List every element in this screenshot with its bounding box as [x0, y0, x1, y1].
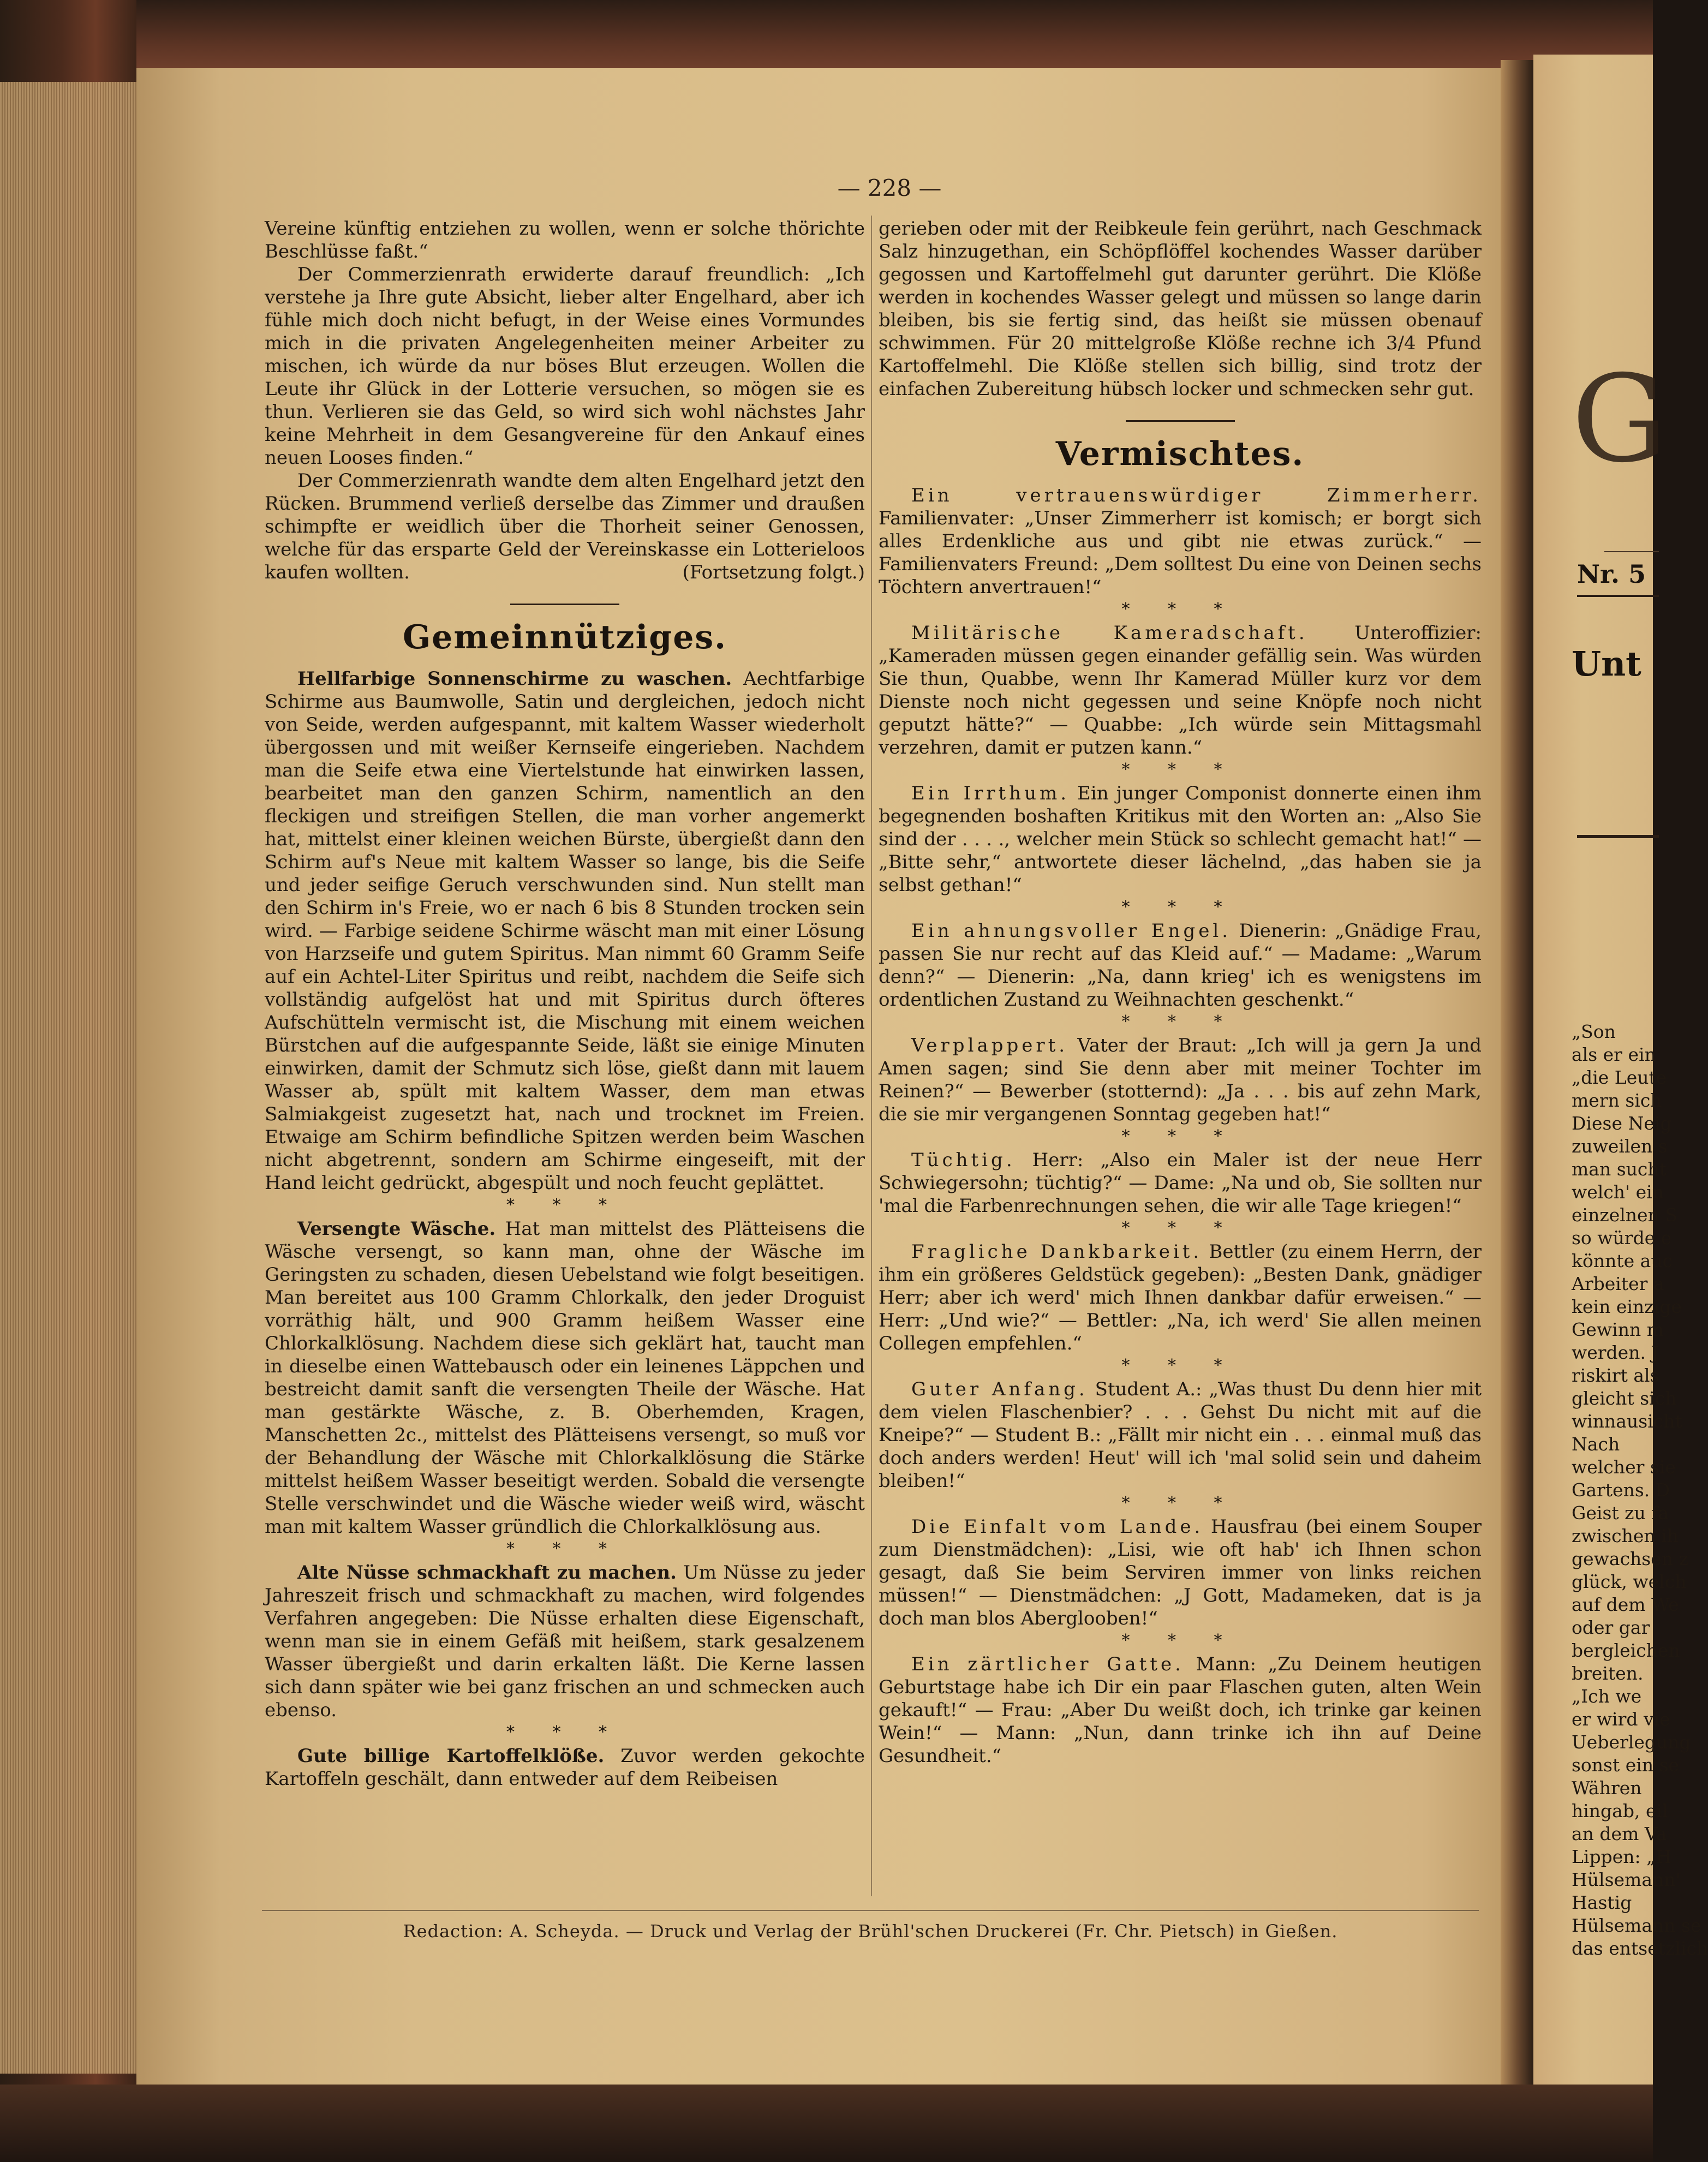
separator-stars: * * *	[506, 1539, 624, 1558]
anecdote	[879, 1378, 1482, 1492]
anecdote-text: Dienerin: „Gnädige Frau, passen Sie nur recht auf das Kleid auf.“ — Madame: „Warum denn?“ — Dienerin: „Na, dann krieg' ich es wenigstens im ordentlichen Zustand zu Weihnachten geschenkt.“	[879, 920, 1482, 1011]
article-text: Hat man mittelst des Plätteisens die Wäsche versengt, so kann man, ohne der Wäsche im Geringsten zu schaden, diesen Uebelstand wie folgt beseitigen. Man bereitet aus 100 Gramm Chlorkalk, den jeder Droguist vorräthig hält, und 900 Gramm heißem Wasser eine Chlorkalklösung. Nachdem diese sich geklärt hat, taucht man in dieselbe einen Wattebausch oder ein leinenes Läppchen und bestreicht damit sanft die versengten Theile der Wäsche. Hat man gestärkte Wäsche, z. B. Oberhemden, Kragen, Manschetten 2c., mittelst des Plätteisens versengt, so muß vor der Behandlung der Wäsche mit Chlorkalklösung die Stärke mittelst heißem Wasser beseitigt werden. Sobald die versengte Stelle verschwindet und die Wäsche wieder weiß wird, wäscht man mit kaltem Wasser gründlich die Chlorkalklösung aus.	[265, 1218, 865, 1538]
article-text: Zuvor werden gekochte Kartoffeln geschält, dann entweder auf dem Reibeisen	[265, 1745, 865, 1790]
article-text: Aechtfarbige Schirme aus Baumwolle, Satin und dergleichen, jedoch nicht von Seide, werden aufgespannt, mit kaltem Wasser wiederholt übergossen und mit weißer Kernseife eingerieben. Nachdem man die Seife etwa eine Viertelstunde hat einwirken lassen, bearbeitet man den ganzen Schirm, namentlich an den fleckigen und streifigen Stellen, die man vorher angemerkt hat, mittelst einer kleinen weichen Bürste, übergießt dann den Schirm auf's Neue mit kaltem Wasser so lange, bis die Seife und jeder seifige Geruch verschwunden sind. Nun stellt man den Schirm in's Freie, wo er nach 6 bis 8 Stunden trocken sein wird. — Farbige seidene Schirme wäscht man mit einer Lösung von Harzseife und gutem Spiritus. Man nimmt 60 Gramm Seife auf ein Achtel-Liter Spiritus und reibt, nachdem die Seife sich vollständig aufgelöst hat und mit Spiritus durch öfteres Aufschütteln vermischt ist, die Mischung mit einem weichen Bürstchen auf die aufgespannte Seide, läßt sie einige Minuten einwirken, damit der Schmutz sich löse, gießt dann mit lauem Wasser ab, spült mit kaltem Wasser, dem man etwas Salmiakgeist zugesetzt hat, nach und trocknet im Freien. Etwaige am Schirm befindliche Spitzen werden beim Waschen nicht abgetrennt, sondern am Schirme eingeseift, mit der Hand leicht gedrückt, abgespült und noch feucht geplättet.	[265, 668, 865, 1194]
anecdote-text: Bettler (zu einem Herrn, der ihm ein größeres Geldstück gegeben): „Besten Dank, gnädiger Herr; aber ich werd' mich Ihnen dankbar dafür erweisen.“ — Herr: „Und wie?“ — Bettler: „Na, ich werd' Sie allen meinen Collegen empfehlen.“	[879, 1241, 1482, 1354]
anecdote-heading: Ein ahnungsvoller Engel.	[911, 920, 1232, 942]
anecdote-heading: Militärische Kameradschaft.	[911, 622, 1308, 644]
next-page-issue-number: Nr. 5	[1577, 559, 1646, 589]
anecdote-text: Mann: „Zu Deinem heutigen Geburtstage habe ich Dir ein paar Flaschen guten, alten Wein gekauft!“ — Frau: „Aber Du weißt doch, ich trinke gar keinen Wein!“ — Mann: „Nun, dann trinke ich ihn auf Deine Gesundheit.“	[879, 1653, 1482, 1767]
story-paragraph	[265, 469, 865, 584]
separator-stars: * * *	[1121, 1127, 1239, 1146]
anecdote-text: Hausfrau (bei einem Souper zum Dienstmädchen): „Lisi, wie oft hab' ich Ihnen schon gesagt, daß Sie beim Serviren immer von links reichen müssen!“ — Dienstmädchen: „J Gott, Madameken, dat is ja doch man blos Aberglooben!“	[879, 1516, 1482, 1629]
article-heading: Alte Nüsse schmackhaft zu machen.	[297, 1562, 677, 1584]
next-page-title: Unt	[1572, 644, 1641, 684]
anecdote-heading: Tüchtig.	[911, 1149, 1016, 1171]
article-continuation: gerieben oder mit der Reibkeule fein gerührt, nach Geschmack Salz hinzugethan, ein Schöpflöffel kochendes Wasser darüber gegossen und Kartoffelmehl gut darunter gerührt. Die Klöße werden in kochendes Wasser gelegt und müssen so lange darin bleiben, bis sie fertig sind, das heißt sie müssen obenauf schwimmen. Für 20 mittelgroße Klöße rechne ich 3/4 Pfund Kartoffelmehl. Die Klöße stellen sich billig, sind trotz der einfachen Zubereitung hübsch locker und schmecken sehr gut.	[879, 218, 1482, 400]
article	[265, 1745, 865, 1790]
anecdote-heading: Guter Anfang.	[911, 1378, 1088, 1400]
next-page-ornamental-letter: G	[1572, 349, 1668, 489]
column-rule	[871, 216, 872, 1896]
story-paragraph-text: Der Commerzienrath wandte dem alten Engelhard jetzt den Rücken. Brummend verließ derselbe das Zimmer und draußen schimpfte er weidlich über die Thorheit seiner Genossen, welche für das ersparte Geld der Vereinskasse ein Lotterieloos kaufen wollten.	[265, 470, 865, 583]
right-column	[879, 217, 1482, 1767]
page-edges	[0, 82, 136, 2074]
next-page-fragment	[1533, 55, 1708, 2106]
story-paragraph: Der Commerzienrath erwiderte darauf freundlich: „Ich verstehe ja Ihre gute Absicht, lieber alter Engelhard, aber ich fühle mich doch nicht befugt, in der Weise eines Vormundes mich in die privaten Angelegenheiten meiner Arbeiter zu mischen, ich würde da nur böses Blut erzeugen. Wollen die Leute ihr Glück in der Lotterie versuchen, so mögen sie es thun. Verlieren sie das Geld, so wird sich wohl nächstes Jahr keine Mehrheit in dem Gesangvereine für den Ankauf eines neuen Looses finden.“	[265, 264, 865, 469]
footer-rule	[262, 1910, 1479, 1911]
separator-stars: * * *	[1121, 1012, 1239, 1031]
anecdote	[879, 1034, 1482, 1126]
anecdote	[879, 1240, 1482, 1355]
separator-stars: * * *	[1121, 1631, 1239, 1650]
anecdote-text: Herr: „Also ein Maler ist der neue Herr Schwiegersohn; tüchtig?“ — Dame: „Na und ob, Sie sollten nur 'mal die Farbenrechnungen sehen, die wir alle Tage kriegen!“	[879, 1149, 1482, 1217]
article	[265, 1561, 865, 1722]
book-gutter	[1501, 60, 1533, 2101]
separator-stars: * * *	[1121, 1494, 1239, 1513]
anecdote-heading: Ein vertrauenswürdiger Zimmerherr.	[911, 485, 1482, 506]
anecdote-text: Familienvater: „Unser Zimmerherr ist komisch; er borgt sich alles Erdenkliche aus und gibt nie etwas zurück.“ — Familienvaters Freund: „Dem solltest Du eine von Deinen sechs Töchtern anvertrauen!“	[879, 507, 1482, 598]
anecdote	[879, 1149, 1482, 1217]
anecdote-text: Student A.: „Was thust Du denn hier mit dem vielen Flaschenbier? . . . Gehst Du nicht mit auf die Kneipe?“ — Student B.: „Fällt mir nicht ein . . . einmal muß das doch anders werden! Heut' will ich 'mal solid sein und daheim bleiben!“	[879, 1378, 1482, 1492]
separator-stars: * * *	[1121, 1356, 1239, 1375]
anecdote	[879, 1515, 1482, 1630]
next-page-rule	[1577, 595, 1659, 597]
article-heading: Hellfarbige Sonnenschirme zu waschen.	[297, 668, 732, 690]
separator-stars: * * *	[1121, 760, 1239, 779]
article-heading: Gute billige Kartoffelklöße.	[297, 1745, 605, 1767]
anecdote-text: Ein junger Componist donnerte einen ihm begegnenden boshaften Kritikus mit den Worten an: „Also Sie sind der . . . ., welcher mein Stück so schlecht gemacht hat!“ — „Bitte sehr,“ antwortete dieser lächelnd, „das haben sie ja selbst gethan!“	[879, 783, 1482, 896]
anecdote-heading: Fragliche Dankbarkeit.	[911, 1241, 1203, 1263]
separator-stars: * * *	[1121, 898, 1239, 917]
book-cover-bottom	[0, 2085, 1653, 2162]
anecdote-heading: Verplappert.	[911, 1035, 1068, 1056]
anecdote	[879, 919, 1482, 1011]
continuation-note: (Fortsetzung folgt.)	[682, 562, 865, 583]
anecdote	[879, 1653, 1482, 1767]
section-separator	[510, 604, 619, 605]
section-title-gemeinnuetziges: Gemeinnütziges.	[402, 618, 727, 656]
anecdote-text: Unteroffizier: „Kameraden müssen gegen einander gefällig sein. Was würden Sie thun, Quabbe, wenn Ihr Kamerad Müller kurz vor dem Dienste noch nicht gegessen und seine Knöpfe noch nicht geputzt hätte?“ — Quabbe: „Ich würde sein Mittagsmahl verzehren, damit er putzen kann.“	[879, 622, 1482, 759]
anecdote	[879, 484, 1482, 599]
left-column	[265, 217, 865, 1790]
story-paragraph: Vereine künftig entziehen zu wollen, wenn er solche thörichte Beschlüsse faßt.“	[265, 218, 865, 262]
anecdote-heading: Ein Irrthum.	[911, 783, 1070, 804]
next-page-ornament	[1604, 529, 1659, 552]
article	[265, 1217, 865, 1538]
anecdote	[879, 782, 1482, 897]
article-text: Um Nüsse zu jeder Jahreszeit frisch und schmackhaft zu machen, wird folgendes Verfahren angegeben: Die Nüsse erhalten diese Eigenschaft, wenn man sie in einem Gefäß mit heißem, stark gesalzenem Wasser übergießt und darin erkalten läßt. Die Kerne lassen sich dann später wie bei ganz frischen an und schmecken auch ebenso.	[265, 1562, 865, 1721]
section-title-vermischtes: Vermischtes.	[1055, 435, 1305, 473]
anecdote-heading: Die Einfalt vom Lande.	[911, 1516, 1204, 1538]
article-heading: Versengte Wäsche.	[297, 1218, 496, 1240]
page-number: — 228 —	[837, 175, 942, 201]
article	[265, 667, 865, 1195]
anecdote	[879, 622, 1482, 759]
anecdote-text: Vater der Braut: „Ich will ja gern Ja und Amen sagen; sind Sie denn aber mit meiner Tochter im Reinen?“ — Bewerber (stotternd): „Ja . . . bis auf zehn Mark, die sie mir vergangenen Sonntag gegeben hat!“	[879, 1035, 1482, 1125]
separator-stars: * * *	[506, 1723, 624, 1742]
imprint-footer: Redaction: A. Scheyda. — Druck und Verlag der Brühl'schen Druckerei (Fr. Chr. Pietsch) in Gießen.	[403, 1921, 1338, 1942]
separator-stars: * * *	[506, 1196, 624, 1215]
anecdote-heading: Ein zärtlicher Gatte.	[911, 1653, 1184, 1675]
separator-stars: * * *	[1121, 600, 1239, 619]
next-page-text: „Son als er ein „die Leute mern sich Diese Neig zuweilen s man sucht welch' ein einzelnen S so würde e könnte auc Arbeiter a kein einzige Gewinn m werden. J riskirt als gleicht sich winnausicht Nach welcher sie Gartens. D Geist zu fa zwischen ih gewachsen z glück, welch auf dem We oder gar bergleichen breiten. „Ich we er wird vie Ueberlegung sonst ein se Währen hingab, eil an dem Va Lippen: „H Hülsemann' Hastig Hülsemann se das entsetzlich	[1572, 1021, 1708, 1959]
separator-stars: * * *	[1121, 1219, 1239, 1238]
next-page-rule-2	[1577, 835, 1659, 838]
section-separator	[1126, 420, 1235, 422]
